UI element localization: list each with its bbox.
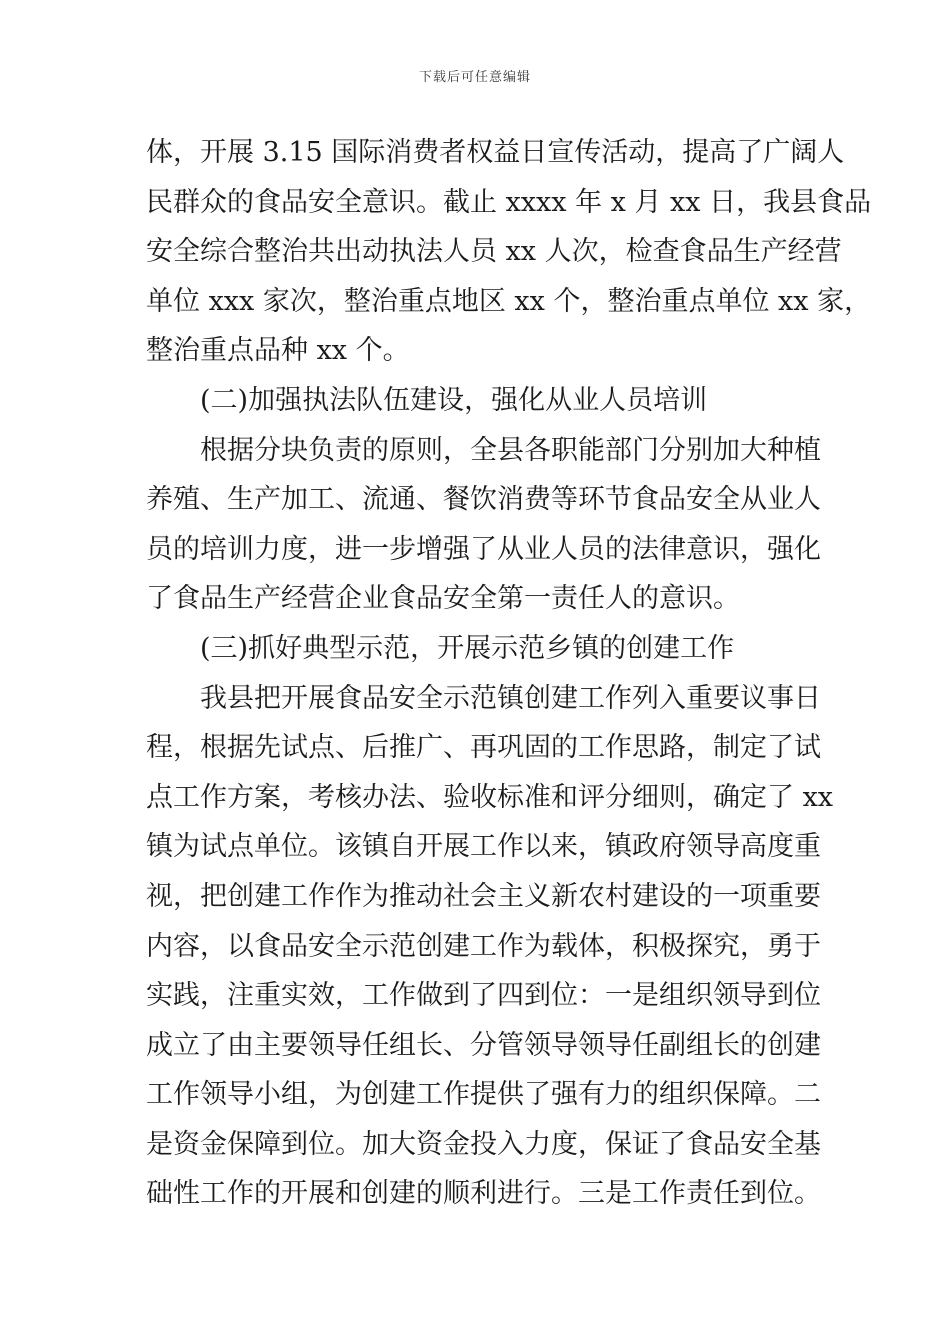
text-line: 体，开展 3.15 国际消费者权益日宣传活动，提高了广阔人 (146, 137, 845, 168)
text-line: 单位 xxx 家次，整治重点地区 xx 个，整治重点单位 xx 家， (146, 285, 872, 317)
text-line: 整治重点品种 xx 个。 (146, 335, 410, 367)
text-line: 实践，注重实效，工作做到了四到位：一是组织领导到位 (146, 980, 821, 1012)
text-line: 成立了由主要领导任组长、分管领导领导任副组长的创建 (146, 1029, 821, 1061)
text-line: 视，把创建工作作为推动社会主义新农村建设的一项重要 (146, 880, 821, 912)
text-line: 是资金保障到位。加大资金投入力度，保证了食品安全基 (146, 1128, 821, 1160)
text-line: 础性工作的开展和创建的顺利进行。三是工作责任到位。 (146, 1178, 821, 1210)
text-line: 内容，以食品安全示范创建工作为载体，积极探究，勇于 (146, 930, 821, 962)
text-line: 员的培训力度，进一步增强了从业人员的法律意识，强化 (146, 533, 821, 565)
section-heading: (三)抓好典型示范，开展示范乡镇的创建工作 (200, 632, 735, 664)
text-line: 养殖、生产加工、流通、餐饮消费等环节食品安全从业人 (146, 484, 821, 516)
page-header-note: 下载后可任意编辑 (418, 70, 531, 85)
text-line: 点工作方案，考核办法、验收标准和评分细则，确定了 xx (146, 781, 834, 813)
text-line: 工作领导小组，为创建工作提供了强有力的组织保障。二 (146, 1079, 821, 1111)
text-line: 安全综合整治共出动执法人员 xx 人次，检查食品生产经营 (146, 236, 842, 268)
text-line: 民群众的食品安全意识。截止 xxxx 年 x 月 xx 日，我县食品 (146, 186, 872, 218)
text-line: 我县把开展食品安全示范镇创建工作列入重要议事日 (200, 682, 821, 714)
text-line: 根据分块负责的原则，全县各职能部门分别加大种植 (200, 434, 821, 466)
text-line: 了食品生产经营企业食品安全第一责任人的意识。 (146, 583, 740, 615)
text-line: 镇为试点单位。该镇自开展工作以来，镇政府领导高度重 (146, 831, 821, 863)
text-line: 程，根据先试点、后推广、再巩固的工作思路，制定了试 (146, 732, 821, 764)
document-body (146, 128, 872, 1219)
section-heading: (二)加强执法队伍建设，强化从业人员培训 (200, 384, 708, 416)
